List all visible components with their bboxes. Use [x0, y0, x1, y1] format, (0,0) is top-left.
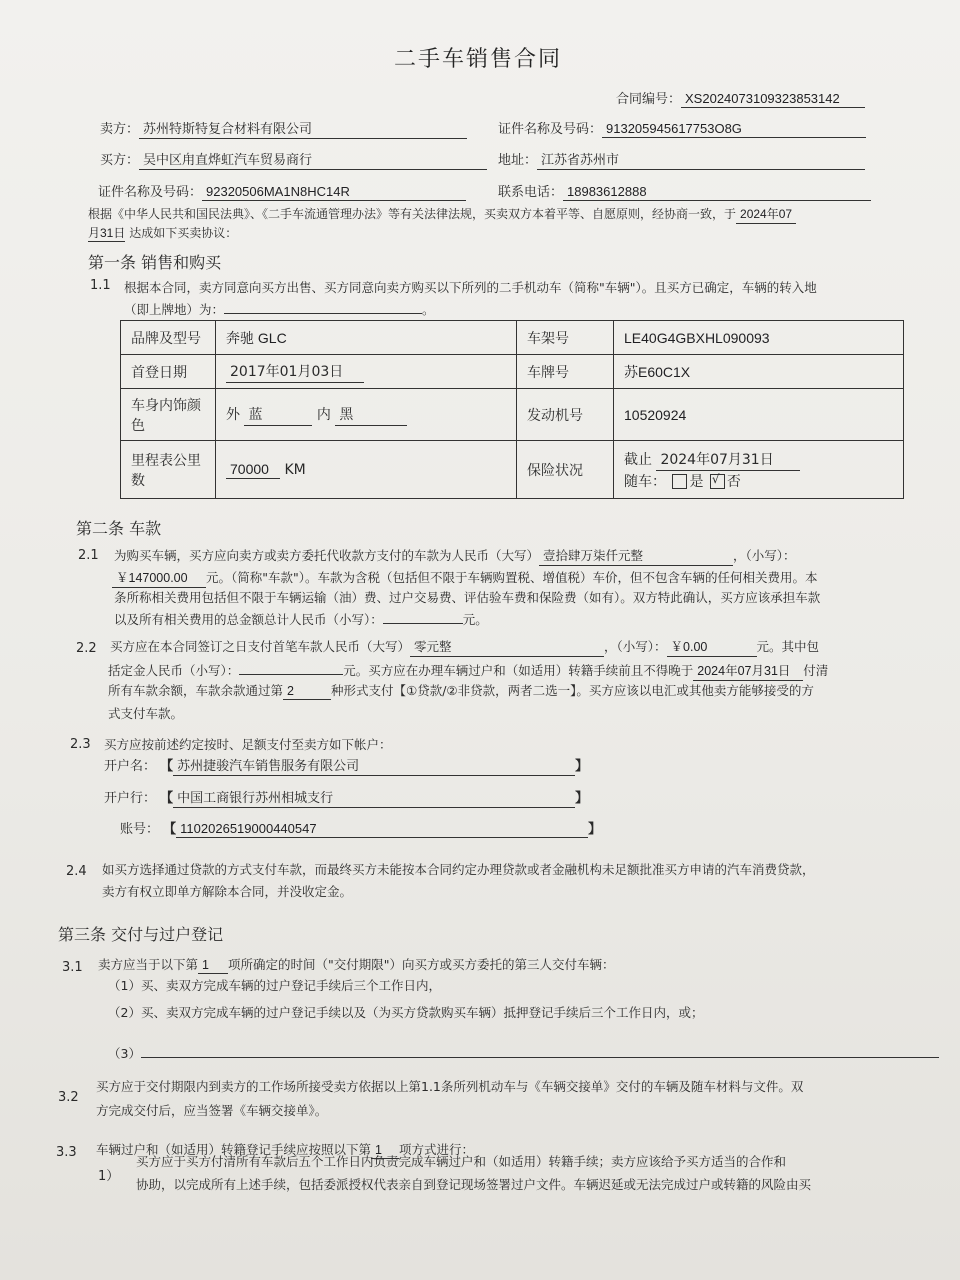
clause-2-2-num: 2.2	[76, 641, 97, 656]
preamble-text-2: 达成如下买卖协议：	[129, 226, 238, 240]
inner-color-label: 内	[316, 406, 331, 423]
account-number-bracket-close: 】	[588, 822, 602, 837]
clause-3-2-num: 3.2	[58, 1090, 79, 1105]
mileage-value: 70000	[226, 461, 280, 479]
insurance-until-row	[624, 449, 893, 471]
bank-row	[104, 787, 588, 808]
bank-bracket-open: 【	[160, 791, 174, 806]
clause-2-3-line1: 买方应按前述约定按时、足额支付至卖方如下帐户：	[104, 737, 392, 752]
vin-label: 车架号	[517, 321, 614, 355]
buyer-row	[100, 149, 487, 170]
mileage-unit: KM	[284, 461, 306, 478]
clause-3-3-text-b: 项方式进行：	[399, 1142, 475, 1157]
clause-1-1-line1: 根据本合同，卖方同意向买方出售、买方同意向卖方购买以下所列的二手机动车（简称"车辆"）。且买方已确定，车辆的转入地	[124, 280, 817, 295]
clause-2-1-line2	[112, 568, 818, 588]
bank-value: 中国工商银行苏州相城支行	[173, 787, 575, 808]
account-name-value: 苏州捷骏汽车销售服务有限公司	[173, 755, 575, 776]
clause-2-2-text-e: 元。买方应在办理车辆过户和（如适用）转籍手续前且不得晚于	[343, 663, 694, 678]
seller-id-label: 证件名称及号码：	[498, 122, 603, 137]
contract-number-label: 合同编号：	[616, 92, 682, 107]
seller-id-row	[498, 118, 866, 138]
account-name-row	[104, 755, 588, 776]
insurance-until-value: 2024年07月31日	[656, 449, 800, 471]
transfer-option-choice: 1	[371, 1143, 399, 1159]
brand-value: 奔驰 GLC	[216, 321, 517, 355]
account-number-bracket-open: 【	[163, 822, 177, 837]
page-title: 二手车销售合同	[394, 47, 563, 72]
clause-2-2-line1	[110, 637, 819, 657]
plate-value: 苏E60C1X	[614, 355, 904, 389]
reg-date-label: 首登日期	[121, 355, 216, 389]
clause-3-3-item1-line1: 买方应于买方付清所有车款后五个工作日内负责完成车辆过户和（如适用）转籍手续；卖方应该给予买方适当的合作和	[136, 1154, 787, 1169]
clause-2-2-text-f: 付清	[803, 663, 829, 678]
seller-id-value: 913205945617753O8G	[602, 121, 866, 138]
outer-color-value: 蓝	[244, 404, 312, 426]
clause-2-1-text-b: ，（小写）：	[733, 548, 796, 563]
preamble-date-a: 2024年07	[736, 205, 796, 224]
reg-date-value: 2017年01月03日	[226, 361, 364, 383]
inner-color-value: 黑	[335, 404, 407, 426]
preamble-date-b: 月31日	[88, 226, 126, 240]
section1-heading: 第一条 销售和购买	[88, 253, 222, 272]
clause-2-1-text-a: 为购买车辆，买方应向卖方或卖方委托代收款方支付的车款为人民币（大写）	[114, 548, 540, 563]
clause-2-2-text-c: 元。其中包	[756, 639, 820, 654]
seller-name: 苏州特斯特复合材料有限公司	[139, 118, 467, 139]
clause-1-1-line2	[124, 298, 435, 318]
clause-3-1-item2: （2）买、卖双方完成车辆的过户登记手续以及（为买方贷款购买车辆）抵押登记手续后三个工作日内，或；	[108, 1005, 704, 1020]
insurance-cell	[614, 441, 904, 499]
payment-method-choice: 2	[283, 684, 331, 700]
reg-date-cell	[216, 355, 517, 389]
clause-1-1-num: 1.1	[90, 278, 111, 293]
account-number-value: 1102026519000440547	[176, 821, 588, 838]
clause-2-2-line3	[108, 681, 814, 700]
total-amount-blank	[383, 608, 463, 624]
engine-label: 发动机号	[517, 389, 614, 441]
clause-3-1-item3-label: （3）	[108, 1046, 141, 1061]
clause-3-3-num: 3.3	[56, 1145, 77, 1160]
account-number-row	[120, 818, 601, 838]
bank-bracket-close: 】	[575, 791, 589, 806]
section3-heading: 第三条 交付与过户登记	[58, 925, 224, 944]
preamble-text: 根据《中华人民共和国民法典》、《二手车流通管理办法》等有关法律法规，买卖双方本着平等、自愿原则，经协商一致，于	[88, 207, 737, 221]
color-cell	[216, 389, 517, 441]
clause-2-1-line1	[114, 546, 796, 566]
delivery-option-choice: 1	[198, 958, 228, 974]
seller-row	[100, 118, 467, 139]
insurance-follow-label: 随车：	[624, 473, 666, 490]
balance-deadline: 2024年07月31日	[693, 661, 803, 681]
mileage-cell	[216, 441, 517, 499]
clause-2-1-text-c: 元。（简称"车款"）。车款为含税（包括但不限于车辆购置税、增值税）车价，但不包含车辆的任何相关费用。本	[206, 570, 818, 585]
clause-2-4-num: 2.4	[66, 864, 87, 879]
engine-value: 10520924	[614, 389, 904, 441]
buyer-name: 吴中区甪直烨虹汽车贸易商行	[139, 149, 487, 170]
plate-label: 车牌号	[517, 355, 614, 389]
clause-2-4-line1: 如买方选择通过贷款的方式支付车款，而最终买方未能按本合同约定办理贷款或者金融机构未足额批准买方申请的汽车消费贷款，	[102, 862, 815, 877]
clause-2-1-text-e: 以及所有相关费用的总金额总计人民币（小写）：	[114, 612, 383, 627]
buyer-address-row	[498, 149, 865, 170]
clause-2-2-text-g: 所有车款余额，车款余款通过第	[108, 683, 284, 698]
clause-3-2-line1: 买方应于交付期限内到卖方的工作场所接受卖方依据以上第1.1条所列机动车与《车辆交接单》交付的车辆及随车材料与文件。双	[96, 1079, 804, 1094]
clause-3-2-line2: 方完成交付后，应当签署《车辆交接单》。	[96, 1103, 328, 1118]
buyer-label: 买方：	[100, 153, 140, 168]
clause-3-1-text-b: 项所确定的时间（"交付期限"）向买方或买方委托的第三人交付车辆：	[228, 957, 615, 972]
clause-3-3-text-a: 车辆过户和（如适用）转籍登记手续应按照以下第	[96, 1142, 372, 1157]
transfer-location-blank	[224, 298, 422, 314]
first-payment-uppercase: 零元整	[410, 637, 604, 657]
color-label: 车身内饰颜色	[121, 389, 216, 441]
preamble-line2	[88, 224, 237, 242]
brand-label: 品牌及型号	[121, 321, 216, 355]
clause-2-3-num: 2.3	[70, 737, 91, 752]
insurance-yes-checkbox[interactable]	[672, 474, 687, 489]
buyer-phone-value: 18983612888	[563, 184, 871, 201]
clause-3-1-line1	[98, 955, 615, 974]
clause-2-1-num: 2.1	[78, 548, 99, 563]
clause-2-2-text-d: 括定金人民币（小写）：	[108, 663, 240, 678]
outer-color-label: 外	[226, 406, 240, 423]
deposit-blank	[239, 659, 343, 675]
buyer-phone-label: 联系电话：	[498, 185, 564, 200]
clause-2-1-line3: 条所称相关费用包括但不限于车辆运输（油）费、过户交易费、评估验车费和保险费（如有）。双方特此确认，买方应该承担车款	[114, 590, 821, 605]
insurance-follow-row	[624, 471, 893, 491]
insurance-until-label: 截止	[624, 451, 652, 468]
clause-2-2-text-b: ，（小写）：	[604, 639, 667, 654]
buyer-id-label: 证件名称及号码：	[98, 185, 203, 200]
clause-1-1-end: 。	[422, 302, 435, 317]
buyer-id-value: 92320506MA1N8HC14R	[202, 184, 466, 201]
account-name-bracket-open: 【	[160, 759, 174, 774]
preamble-line1	[88, 205, 796, 224]
price-uppercase: 壹拾肆万柒仟元整	[539, 546, 733, 566]
bank-label: 开户行：	[104, 791, 157, 806]
vehicle-table	[120, 320, 904, 499]
clause-2-4-line2: 卖方有权立即单方解除本合同，并没收定金。	[102, 884, 353, 899]
insurance-yes-label: 是	[689, 473, 704, 490]
insurance-no-checkbox[interactable]	[710, 474, 725, 489]
contract-number-value: XS2024073109323853142	[681, 91, 865, 108]
buyer-phone-row	[498, 181, 871, 201]
clause-2-2-text-h: 种形式支付【①贷款/②非贷款，两者二选一】。买方应该以电汇或其他卖方能够接受的方	[331, 683, 814, 698]
buyer-address-value: 江苏省苏州市	[537, 149, 865, 170]
buyer-address-label: 地址：	[498, 153, 538, 168]
clause-3-1-item1: （1）买、卖双方完成车辆的过户登记手续后三个工作日内，	[108, 978, 441, 993]
account-number-label: 账号：	[120, 822, 160, 837]
account-name-bracket-close: 】	[575, 759, 589, 774]
clause-2-2-text-a: 买方应在本合同签订之日支付首笔车款人民币（大写）	[110, 639, 411, 654]
clause-3-1-text-a: 卖方应当于以下第	[98, 957, 199, 972]
clause-3-1-num: 3.1	[62, 960, 83, 975]
insurance-label: 保险状况	[517, 441, 614, 499]
clause-3-3-item1-num: 1）	[98, 1169, 120, 1184]
account-name-label: 开户名：	[104, 759, 157, 774]
seller-label: 卖方：	[100, 122, 140, 137]
clause-3-3-item1-line2: 协助，以完成所有上述手续，包括委派授权代表亲自到登记现场签署过户文件。车辆迟延或无法完成过户或转籍的风险由买	[136, 1177, 812, 1192]
clause-2-1-line4	[114, 608, 488, 628]
clause-2-1-text-f: 元。	[462, 612, 488, 627]
price-lowercase: ￥147000.00	[112, 568, 206, 588]
clause-3-1-item3-blank	[141, 1042, 939, 1058]
clause-2-2-line4: 式支付车款。	[108, 706, 184, 721]
clause-1-1-text2: （即上牌地）为：	[124, 302, 225, 317]
vin-value: LE40G4GBXHL090093	[614, 321, 904, 355]
clause-2-2-line2	[108, 659, 828, 681]
first-payment-lowercase: ￥0.00	[667, 637, 757, 657]
buyer-id-row	[98, 181, 466, 201]
mileage-label: 里程表公里数	[121, 441, 216, 499]
insurance-no-label: 否	[726, 473, 741, 490]
section2-heading: 第二条 车款	[76, 519, 162, 538]
contract-number	[616, 88, 865, 108]
clause-3-1-item3	[108, 1042, 939, 1062]
